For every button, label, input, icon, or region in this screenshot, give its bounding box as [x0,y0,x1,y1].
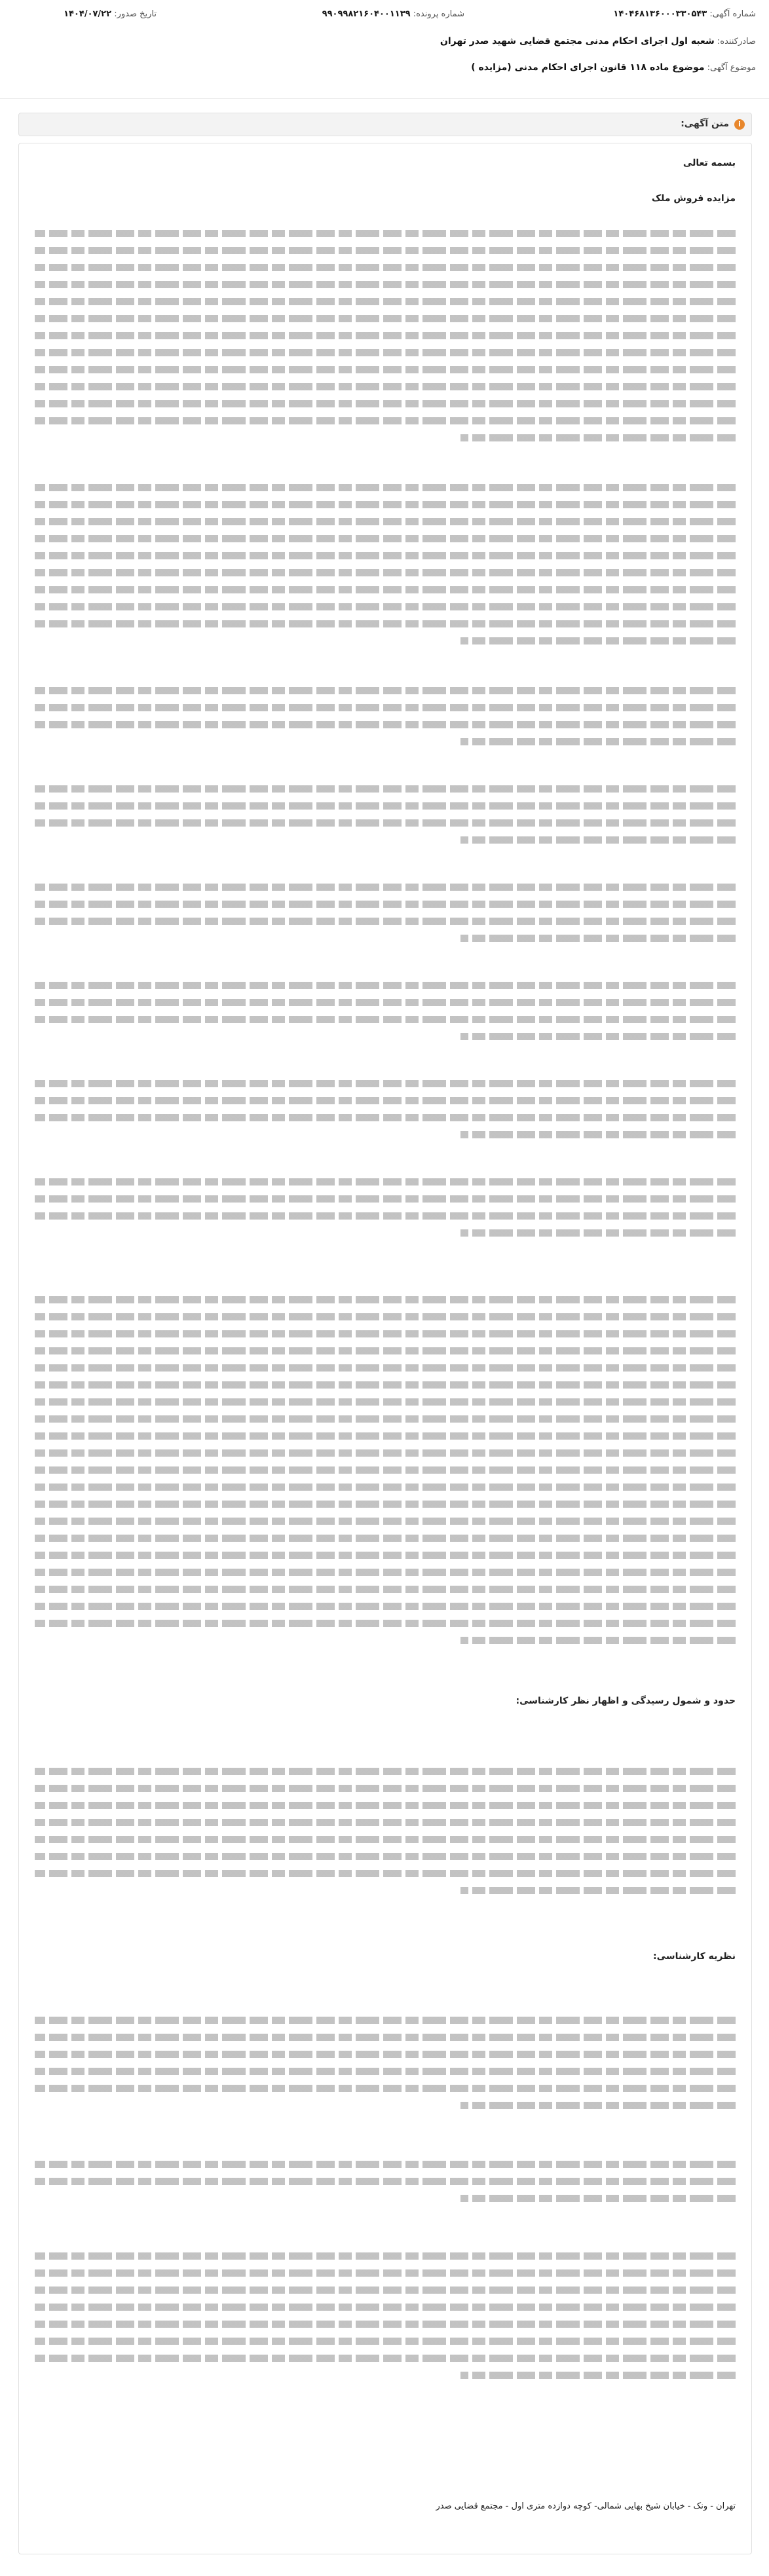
notice-number-row [613,9,756,19]
issue-date: ۱۴۰۴/۰۷/۲۲ [64,9,112,19]
paragraph-owner-2 [35,785,736,853]
notice-header [0,0,769,99]
paragraph-owner-4 [35,982,736,1050]
paragraph-owner-1 [35,687,736,755]
info-icon: i [734,119,745,130]
auction-title: مزایده فروش ملک [651,193,736,204]
greeting: بسمه تعالی [683,158,736,168]
issuer-row [440,36,756,47]
notice-text-title: متن آگهی: [681,119,729,129]
issue-date-label: تاریخ صدور: [114,9,157,19]
section-expert-opinion: نظریه کارشناسی: [653,1951,736,1962]
notice-number: ۱۴۰۴۶۸۱۳۶۰۰۰۳۳۰۵۴۳ [613,9,707,19]
subject-label: موضوع آگهی: [707,63,756,73]
paragraph-valuation [35,2017,736,2119]
paragraph-auction-date [35,2161,736,2212]
paragraph-seizure-details [35,1296,736,1654]
subject-row [471,62,756,73]
case-number: ۹۹۰۹۹۸۲۱۶۰۴۰۰۱۱۳۹ [322,9,411,19]
paragraph-expert-report [35,1768,736,1904]
section-review-scope: حدود و شمول رسیدگی و اظهار نظر کارشناسی: [516,1696,736,1706]
paragraph-property-description [35,484,736,654]
paragraph-case-summary [35,230,736,451]
court-address: تهران - ونک - خیابان شیخ بهایی شمالی- کوچه دوازده متری اول - مجتمع قضایی صدر [436,2501,736,2511]
paragraph-owner-3 [35,884,736,952]
case-number-label: شماره پرونده: [413,9,464,19]
notice-body [18,143,752,2554]
subject-value: موضوع ماده ۱۱۸ قانون اجرای احکام مدنی (مزایده ) [471,62,705,73]
paragraph-auction-terms [35,2252,736,2389]
case-number-row [322,9,464,19]
paragraph-owner-5 [35,1080,736,1148]
notice-text-section-bar [18,113,752,136]
paragraph-owner-6 [35,1178,736,1246]
issuer-value: شعبه اول اجرای احکام مدنی مجتمع قضایی شهید صدر تهران [440,36,715,47]
issuer-label: صادرکننده: [717,37,756,47]
issue-date-row [64,9,157,19]
notice-number-label: شماره آگهی: [709,9,756,19]
